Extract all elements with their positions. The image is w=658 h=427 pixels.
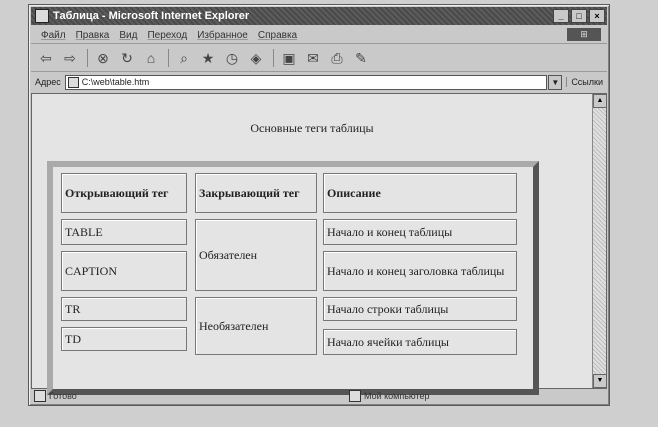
table-cell: TABLE (61, 219, 187, 245)
menu-help[interactable]: Справка (257, 29, 298, 41)
title-bar (31, 7, 607, 25)
table-cell: Начало ячейки таблицы (323, 329, 517, 355)
page-content (31, 93, 607, 389)
toolbar-separator (168, 49, 169, 67)
windows-logo-icon: ⊞ (567, 28, 601, 41)
menu-bar (31, 27, 607, 44)
toolbar-separator (87, 49, 88, 67)
table-header-cell: Описание (323, 173, 517, 213)
back-icon[interactable]: ⇦ (40, 49, 52, 66)
scroll-up-button[interactable]: ▲ (593, 94, 607, 108)
table-cell: TR (61, 297, 187, 321)
address-bar (31, 73, 607, 91)
edit-icon[interactable]: ✎ (355, 49, 367, 66)
vertical-scrollbar[interactable] (592, 94, 606, 388)
forward-icon[interactable]: ⇨ (64, 49, 76, 66)
table-cell: Начало строки таблицы (323, 297, 517, 321)
close-button[interactable]: × (589, 9, 605, 23)
page-icon (68, 77, 79, 88)
ie-app-icon (35, 9, 49, 23)
status-page-icon (34, 390, 46, 402)
address-dropdown-button[interactable]: ▼ (548, 75, 562, 90)
menu-file[interactable]: Файл (41, 29, 66, 41)
minimize-button[interactable]: _ (553, 9, 569, 23)
scroll-down-button[interactable]: ▼ (593, 374, 607, 388)
status-zone (346, 390, 430, 402)
home-icon[interactable]: ⌂ (146, 50, 156, 66)
window-title: Таблица - Microsoft Internet Explorer (53, 10, 250, 22)
menu-favorites[interactable]: Избранное (197, 29, 248, 41)
table-cell: Необязателен (195, 297, 317, 355)
table-header-cell: Открывающий тег (61, 173, 187, 213)
menu-view[interactable]: Вид (119, 29, 138, 41)
search-icon[interactable]: ⌕ (180, 49, 188, 66)
computer-icon (349, 390, 361, 402)
table-caption: Основные теги таблицы (250, 121, 374, 135)
status-bar (31, 388, 607, 403)
fullscreen-icon[interactable]: ▣ (282, 49, 296, 66)
data-table (47, 161, 539, 395)
refresh-icon[interactable]: ↻ (121, 49, 133, 66)
table-header-cell: Закрывающий тег (195, 173, 317, 213)
address-label: Адрес (35, 77, 61, 87)
links-button[interactable]: Ссылки (566, 77, 603, 87)
browser-window (28, 4, 610, 406)
menu-edit[interactable]: Правка (75, 29, 110, 41)
table-cell: Обязателен (195, 219, 317, 291)
table-cell: Начало и конец таблицы (323, 219, 517, 245)
toolbar (31, 45, 607, 72)
history-icon[interactable]: ◷ (225, 49, 239, 66)
toolbar-separator (273, 49, 274, 67)
address-value: C:\web\table.htm (81, 77, 150, 87)
print-icon[interactable]: ⎙ (331, 49, 343, 66)
maximize-button[interactable]: □ (571, 9, 587, 23)
menu-go[interactable]: Переход (147, 29, 188, 41)
status-zone-label: Мой компьютер (364, 390, 430, 401)
table-cell: CAPTION (61, 251, 187, 291)
table-cell: TD (61, 327, 187, 351)
stop-icon[interactable]: ⊗ (97, 49, 109, 66)
mail-icon[interactable]: ✉ (307, 49, 319, 66)
channels-icon[interactable]: ◈ (250, 49, 262, 66)
favorites-icon[interactable]: ★ (201, 49, 215, 66)
address-input[interactable] (65, 75, 548, 90)
table-cell: Начало и конец заголовка таблицы (323, 251, 517, 291)
status-text: Готово (49, 390, 77, 401)
